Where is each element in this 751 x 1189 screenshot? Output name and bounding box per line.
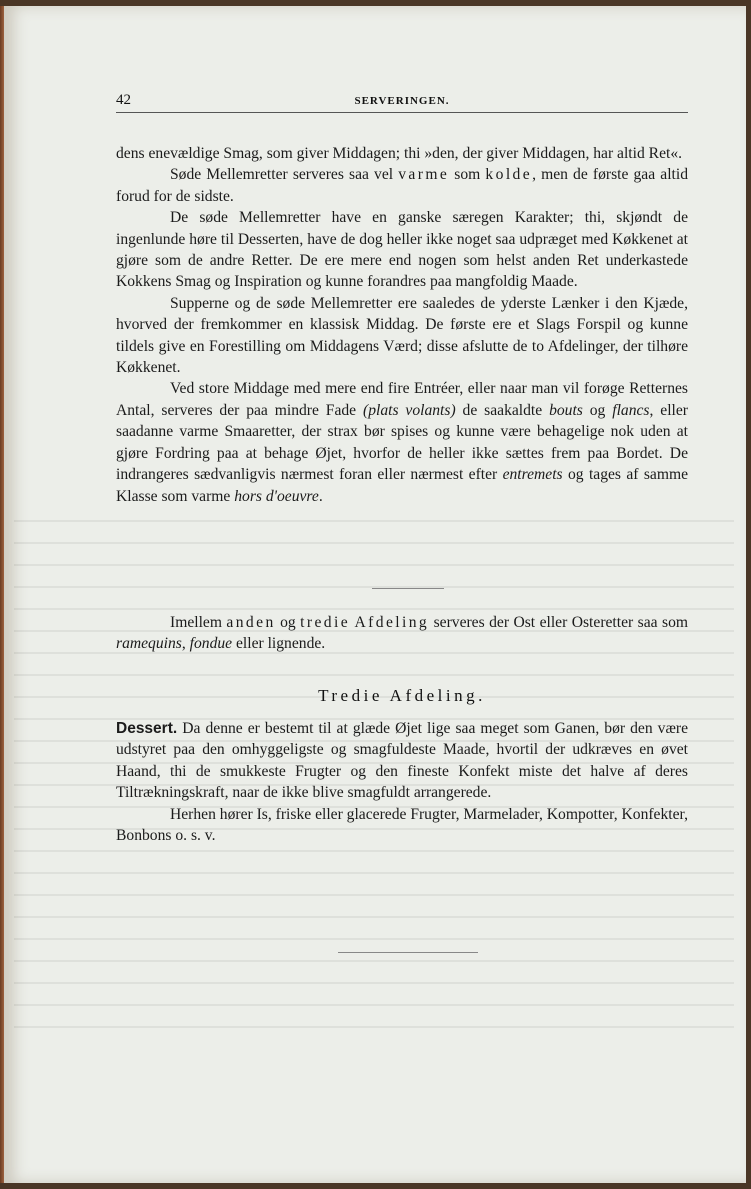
- paragraph-text: og: [582, 401, 613, 419]
- paragraph-text: , men de første gaa altid forud for de sidste.: [116, 166, 688, 205]
- running-title: SERVERINGEN.: [354, 95, 450, 107]
- paragraph-text: dens enevældige Smag, som giver Middagen; thi »den, der giver Middagen, har altid Ret«.: [116, 145, 683, 162]
- paragraph-dessert: [116, 718, 688, 804]
- paragraph-text: og: [275, 614, 301, 631]
- section-heading: Tredie Afdeling.: [318, 686, 486, 705]
- paragraph-text: de saakaldte: [455, 401, 550, 419]
- paragraph-sweet-entremets: [116, 164, 688, 207]
- paragraph-soups: [116, 293, 688, 379]
- paragraph-cheese: [116, 612, 688, 655]
- running-header: [116, 92, 688, 113]
- paragraph-text: Imellem: [170, 614, 227, 631]
- section-divider-rule: [372, 588, 444, 589]
- paragraph-text: og tages af samme Klasse som varme: [116, 466, 688, 505]
- paragraph-text: Supperne og de søde Mellemretter ere saaledes de yderste Lænker i den Kjæde, hvorved der fremkommer en klassisk Middag. De første ere et Slags Forspil og kunne tildels give en Forestilling om Middagens Værd; disse afslutte de to Afdelinger, der tilhøre Køkkenet.: [116, 294, 688, 377]
- italic-term: flancs: [612, 401, 650, 419]
- text-block-dessert: [116, 718, 688, 846]
- spaced-word: tredie: [300, 614, 351, 631]
- paragraph-text: ,: [181, 635, 190, 653]
- spaced-word: Afdeling: [354, 614, 430, 631]
- paragraph-text: Herhen hører Is, friske eller glacerede Frugter, Marmelader, Kompotter, Konfekter, Bonbons o. s. v.: [116, 805, 688, 845]
- text-block-cheese: [116, 612, 688, 655]
- paragraph-text: , eller saadanne varme Smaaretter, der strax bør spises og kunne være behagelige nok uden at gjøre Fordring paa at behage Øjet, hvorfor de heller ikke sættes frem paa Bordet. De indrangeres sædvanligvis nærmest foran eller nærmest efter: [116, 401, 688, 484]
- italic-term: entremets: [502, 466, 563, 484]
- end-rule: [338, 952, 478, 953]
- paragraph-text: som: [449, 166, 486, 184]
- spaced-word: varme: [398, 166, 450, 184]
- paragraph-text: Søde Mellemretter serveres saa vel: [170, 166, 399, 184]
- text-block-main: [116, 143, 688, 507]
- page-number: 42: [116, 92, 131, 108]
- italic-term: bouts: [549, 401, 583, 419]
- italic-term: ramequins: [116, 635, 182, 653]
- dessert-label: Dessert.: [116, 720, 178, 737]
- paragraph-text: serveres der Ost eller Osteretter saa som: [429, 614, 689, 631]
- paragraph-dessert-items: [116, 804, 688, 847]
- paragraph-text: De søde Mellemretter have en ganske særegen Karakter; thi, skjøndt de ingenlunde høre til Desserten, have de dog heller ikke noget saa udpræget med Køkkenet at gjøre som de andre Retter. De ere mere end nogen som helst anden Ret underkastede Kokkens Smag og Inspiration og kunne forandres paa mangfoldig Maade.: [116, 209, 688, 291]
- italic-term: (plats volants): [363, 401, 456, 419]
- paragraph-character: [116, 207, 688, 293]
- paragraph-text: Ved store Middage med mere end fire Entréer, eller naar man vil forøge Retternes Antal, serveres der paa mindre Fade: [116, 380, 688, 419]
- paragraph-large-dinners: [116, 378, 688, 506]
- italic-term: hors d'oeuvre: [234, 487, 319, 505]
- paragraph-text: eller lignende.: [232, 635, 326, 653]
- paragraph-text: Da denne er bestemt til at glæde Øjet lige saa meget som Ganen, bør den være udstyret paa den omhyggeligste og smagfuldeste Maade, hvortil der udkræves en øvet Haand, thi de smukkeste Frugter og den fineste Konfekt miste det halve af deres Tiltrækningskraft, naar de ikke blive smagfuldt arrangerede.: [116, 720, 688, 802]
- paragraph-continuation: [116, 143, 688, 164]
- paragraph-text: .: [318, 487, 323, 505]
- spaced-word: kolde: [485, 166, 533, 184]
- spaced-word: anden: [226, 614, 276, 631]
- italic-term: fondue: [189, 635, 233, 653]
